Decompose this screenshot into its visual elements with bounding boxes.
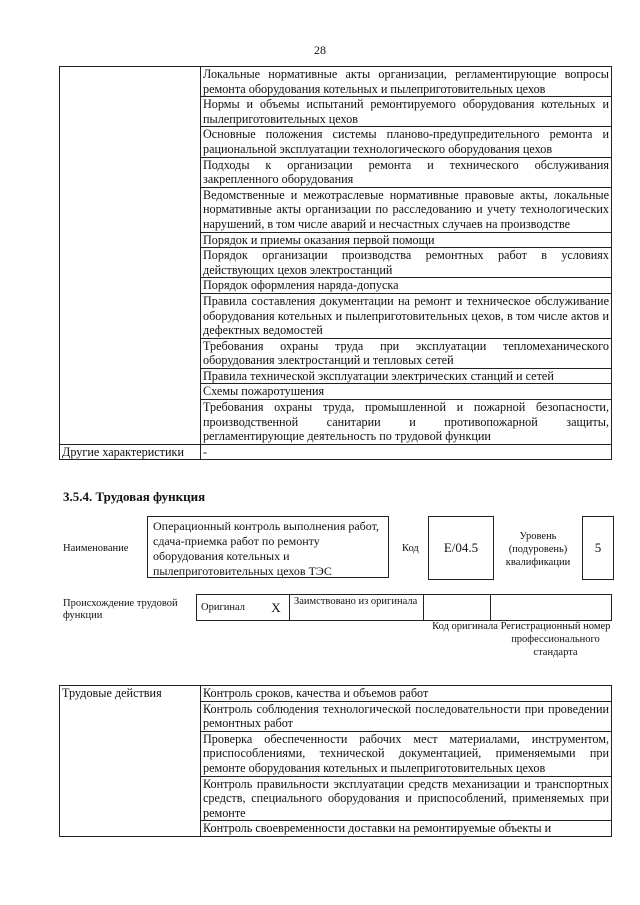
- origin-table: [196, 594, 612, 621]
- origin-code-caption: Код оригинала: [432, 621, 498, 632]
- knowledge-table: [59, 66, 612, 460]
- table-row: [197, 595, 612, 621]
- labor-actions-label: Трудовые действия: [60, 686, 201, 837]
- knowledge-item: Схемы пожаротушения: [201, 384, 612, 400]
- borrowed-label: Заимствовано из оригинала: [290, 595, 424, 621]
- table-row: [60, 686, 612, 702]
- other-characteristics-row: [60, 444, 612, 460]
- qualification-level-value: 5: [582, 516, 614, 580]
- labor-action-item: Проверка обеспеченности рабочих мест материалами, инструментом, приспособлениями, технической документацией, применяемыми при ремонте оборудования котельных и пылеприготовительных цехов: [201, 731, 612, 776]
- labor-action-item: Контроль своевременности доставки на ремонтируемые объекты и: [201, 821, 612, 837]
- knowledge-item: Правила технической эксплуатации электрических станций и сетей: [201, 368, 612, 384]
- knowledge-item: Требования охраны труда при эксплуатации тепломеханического оборудования электростанций и тепловых сетей: [201, 338, 612, 368]
- labor-actions-table: [59, 685, 612, 837]
- knowledge-item: Требования охраны труда, промышленной и пожарной безопасности, производственной санитарии и противопожарной защиты, регламентирующие деятельность по трудовой функции: [201, 400, 612, 445]
- function-name-value: Операционный контроль выполнения работ, сдача-приемка работ по ремонту оборудования котельных и пылеприготовительных цехов ТЭС: [147, 516, 389, 578]
- other-characteristics-label: Другие характеристики: [60, 444, 201, 460]
- original-label: Оригинал: [197, 595, 264, 621]
- other-characteristics-value: -: [201, 444, 612, 460]
- section-title: 3.5.4. Трудовая функция: [63, 489, 206, 504]
- function-code-value: E/04.5: [428, 516, 494, 580]
- page-number: 28: [314, 43, 326, 57]
- registration-number-cell: [491, 595, 612, 621]
- table-row: [60, 67, 612, 97]
- labor-action-item: Контроль сроков, качества и объемов работ: [201, 686, 612, 702]
- knowledge-item: Порядок и приемы оказания первой помощи: [201, 232, 612, 248]
- qualification-level-label: Уровень (подуровень) квалификации: [505, 531, 571, 568]
- origin-code-cell: [424, 595, 491, 621]
- labor-action-item: Контроль соблюдения технологической последовательности при проведении ремонтных работ: [201, 701, 612, 731]
- knowledge-item: Правила составления документации на ремонт и техническое обслуживание оборудования котельных и пылеприготовительных цехов, в том числе актов и дефектных ведомостей: [201, 293, 612, 338]
- knowledge-item: Порядок оформления наряда-допуска: [201, 278, 612, 294]
- function-code-label: Код: [402, 543, 419, 554]
- original-mark: X: [263, 595, 290, 621]
- knowledge-item: Ведомственные и межотраслевые нормативные правовые акты, локальные нормативные акты организации по расследованию и учету технологических нарушений, в том числе аварий и несчастных случаев на производстве: [201, 187, 612, 232]
- knowledge-item: Подходы к организации ремонта и технического обслуживания закрепленного оборудования: [201, 157, 612, 187]
- knowledge-item: Нормы и объемы испытаний ремонтируемого оборудования котельных и пылеприготовительных цехов: [201, 97, 612, 127]
- knowledge-label-cell: [60, 67, 201, 445]
- knowledge-item: Локальные нормативные акты организации, регламентирующие вопросы ремонта оборудования котельных и пылеприготовительных цехов: [201, 67, 612, 97]
- labor-action-item: Контроль правильности эксплуатации средств механизации и транспортных средств, специального оборудования и приспособлений, применяемых при ремонте: [201, 776, 612, 821]
- knowledge-item: Основные положения системы планово-предупредительного ремонта и рациональной эксплуатации технологического оборудования цехов: [201, 127, 612, 157]
- knowledge-item: Порядок организации производства ремонтных работ в условиях действующих цехов электростанций: [201, 248, 612, 278]
- origin-label: Происхождение трудовой функции: [63, 598, 178, 621]
- registration-number-caption: Регистрационный номер профессионального стандарта: [500, 621, 611, 658]
- function-name-label: Наименование: [63, 543, 129, 554]
